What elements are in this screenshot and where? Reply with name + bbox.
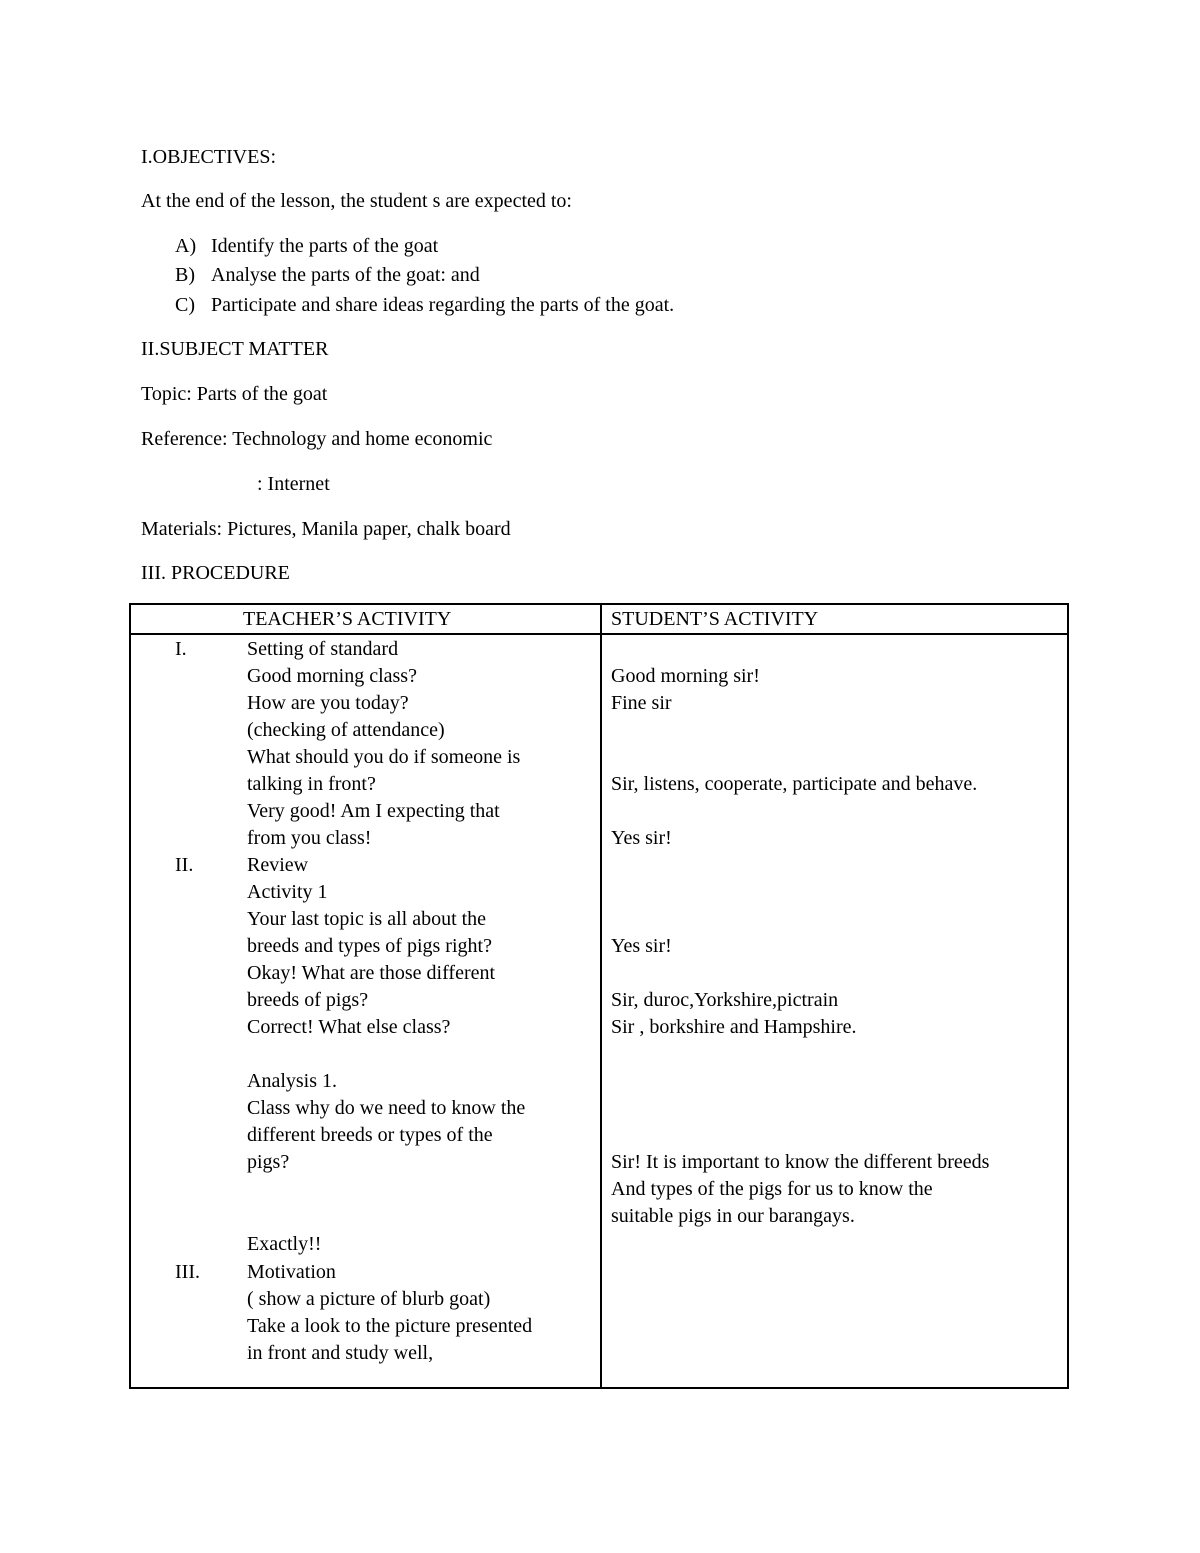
student-line: Fine sir: [611, 692, 672, 714]
teacher-line: Motivation: [247, 1261, 336, 1283]
procedure-heading: III. PROCEDURE: [141, 562, 290, 584]
numeral-ii: II.: [175, 854, 194, 876]
objective-item-b: Analyse the parts of the goat: and: [211, 264, 480, 286]
student-line: Sir , borkshire and Hampshire.: [611, 1016, 857, 1038]
table-column-divider: [600, 605, 602, 1387]
objective-letter-b: B): [175, 264, 195, 286]
teacher-line: ( show a picture of blurb goat): [247, 1288, 491, 1310]
objective-letter-a: A): [175, 235, 197, 257]
teacher-line: different breeds or types of the: [247, 1124, 493, 1146]
student-line: Good morning sir!: [611, 665, 760, 687]
teacher-line: Good morning class?: [247, 665, 417, 687]
materials-line: Materials: Pictures, Manila paper, chalk board: [141, 518, 511, 540]
teacher-line: talking in front?: [247, 773, 376, 795]
teacher-line: Exactly!!: [247, 1233, 322, 1255]
reference-internet-line: : Internet: [257, 473, 330, 495]
teacher-line: pigs?: [247, 1151, 290, 1173]
student-line: Yes sir!: [611, 827, 672, 849]
student-activity-header: STUDENT’S ACTIVITY: [611, 608, 819, 630]
student-line: Sir, duroc,Yorkshire,pictrain: [611, 989, 839, 1011]
teacher-line: breeds and types of pigs right?: [247, 935, 492, 957]
topic-line: Topic: Parts of the goat: [141, 383, 328, 405]
table-header-divider: [131, 633, 1067, 635]
student-line: Sir! It is important to know the different breeds: [611, 1151, 990, 1173]
reference-line: Reference: Technology and home economic: [141, 428, 493, 450]
teacher-activity-header: TEACHER’S ACTIVITY: [243, 608, 452, 630]
teacher-line: Your last topic is all about the: [247, 908, 487, 930]
teacher-line: Correct! What else class?: [247, 1016, 451, 1038]
teacher-line: Review: [247, 854, 309, 876]
teacher-line: Analysis 1.: [247, 1070, 337, 1092]
teacher-line: Class why do we need to know the: [247, 1097, 526, 1119]
numeral-i: I.: [175, 638, 187, 660]
teacher-line: Take a look to the picture presented: [247, 1315, 533, 1337]
teacher-line: in front and study well,: [247, 1342, 434, 1364]
objective-item-c: Participate and share ideas regarding the parts of the goat.: [211, 294, 675, 316]
teacher-line: How are you today?: [247, 692, 409, 714]
teacher-line: What should you do if someone is: [247, 746, 521, 768]
objective-letter-c: C): [175, 294, 195, 316]
student-line: suitable pigs in our barangays.: [611, 1205, 855, 1227]
teacher-line: breeds of pigs?: [247, 989, 369, 1011]
procedure-table: [129, 603, 1069, 1389]
objectives-heading: I.OBJECTIVES:: [141, 146, 276, 168]
numeral-iii: III.: [175, 1261, 200, 1283]
student-line: Yes sir!: [611, 935, 672, 957]
objectives-intro: At the end of the lesson, the student s are expected to:: [141, 190, 572, 212]
student-line: Sir, listens, cooperate, participate and behave.: [611, 773, 978, 795]
teacher-line: Activity 1: [247, 881, 328, 903]
subject-matter-heading: II.SUBJECT MATTER: [141, 338, 329, 360]
teacher-line: from you class!: [247, 827, 372, 849]
objective-item-a: Identify the parts of the goat: [211, 235, 439, 257]
teacher-line: Okay! What are those different: [247, 962, 496, 984]
teacher-line: Setting of standard: [247, 638, 399, 660]
student-line: And types of the pigs for us to know the: [611, 1178, 933, 1200]
teacher-line: Very good! Am I expecting that: [247, 800, 500, 822]
teacher-line: (checking of attendance): [247, 719, 445, 741]
